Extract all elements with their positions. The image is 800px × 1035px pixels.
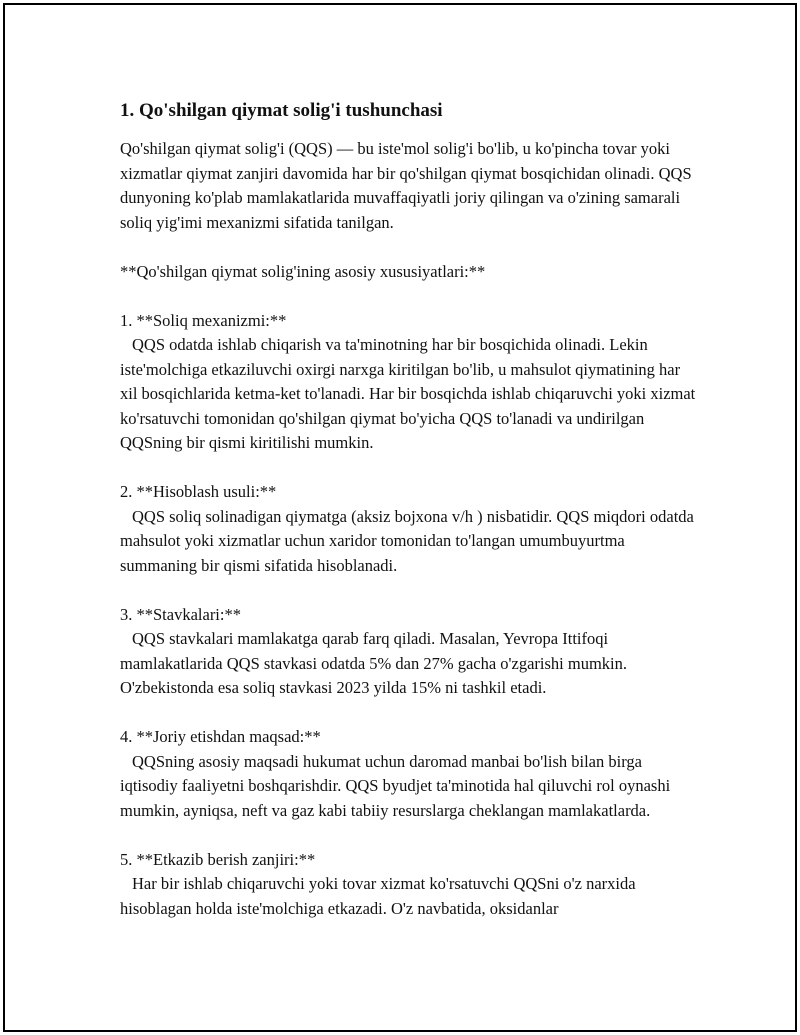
page-frame: [3, 3, 797, 1032]
section-title: 2. **Hisoblash usuli:**: [120, 482, 277, 501]
section-body: QQS odatda ishlab chiqarish va ta'minotning har bir bosqichida olinadi. Lekin iste'molchiga etkaziluvchi oxirgi narxga kiritilgan bo'lib, u mahsulot qiymatining har xil bosqichlarida ketma-ket to'lanadi. Har bir bosqichda ishlab chiqaruvchi yoki xizmat ko'rsatuvchi tomonidan qo'shilgan qiymat bo'yicha QQS to'lanadi va undirilgan QQSning bir qismi kiritilishi mumkin.: [120, 335, 696, 452]
section-1: [120, 309, 700, 456]
section-body: QQSning asosiy maqsadi hukumat uchun daromad manbai bo'lish bilan birga iqtisodiy faaliyetni boshqarishdir. QQS byudjet ta'minotida hal qiluvchi rol oynashi mumkin, ayniqsa, neft va gaz kabi tabiiy resurslarga cheklangan mamlakatlarda.: [120, 751, 671, 820]
section-5: [120, 848, 700, 922]
section-title: 3. **Stavkalari:**: [120, 604, 241, 624]
document-content: [120, 98, 700, 921]
document-heading: 1. Qo'shilgan qiymat solig'i tushunchasi: [120, 100, 443, 121]
section-3: [120, 603, 700, 701]
features-title: **Qo'shilgan qiymat solig'ining asosiy xususiyatlari:**: [120, 261, 486, 281]
section-body: QQS soliq solinadigan qiymatga (aksiz bojxona v/h ) nisbatidir. QQS miqdori odatda mahsulot yoki xizmatlar uchun xaridor tomonidan to'langan umumbuyurtma summaning bir qismi sifatida hisoblanadi.: [120, 506, 694, 575]
section-title: 4. **Joriy etishdan maqsad:**: [120, 727, 321, 746]
section-title: 1. **Soliq mexanizmi:**: [120, 310, 287, 330]
section-4: [120, 725, 700, 823]
intro-paragraph: Qo'shilgan qiymat solig'i (QQS) — bu iste'mol solig'i bo'lib, u ko'pincha tovar yoki xizmatlar qiymat zanjiri davomida har bir qo'shilgan qiymat bosqichidan olinadi. QQS dunyoning ko'plab mamlakatlarida muvaffaqiyatli joriy qilingan va o'zining samarali soliq yig'imi mexanizmi sifatida tanilgan.: [120, 139, 692, 232]
section-2: [120, 480, 700, 578]
section-title: 5. **Etkazib berish zanjiri:**: [120, 849, 316, 869]
section-body: QQS stavkalari mamlakatga qarab farq qiladi. Masalan, Yevropa Ittifoqi mamlakatlarida QQS stavkasi odatda 5% dan 27% gacha o'zgarishi mumkin. O'zbekistonda esa soliq stavkasi 2023 yilda 15% ni tashkil etadi.: [120, 629, 628, 697]
section-body: Har bir ishlab chiqaruvchi yoki tovar xizmat ko'rsatuvchi QQSni o'z narxida hisoblagan holda iste'molchiga etkazadi. O'z navbatida, oksidanlar: [120, 874, 636, 918]
